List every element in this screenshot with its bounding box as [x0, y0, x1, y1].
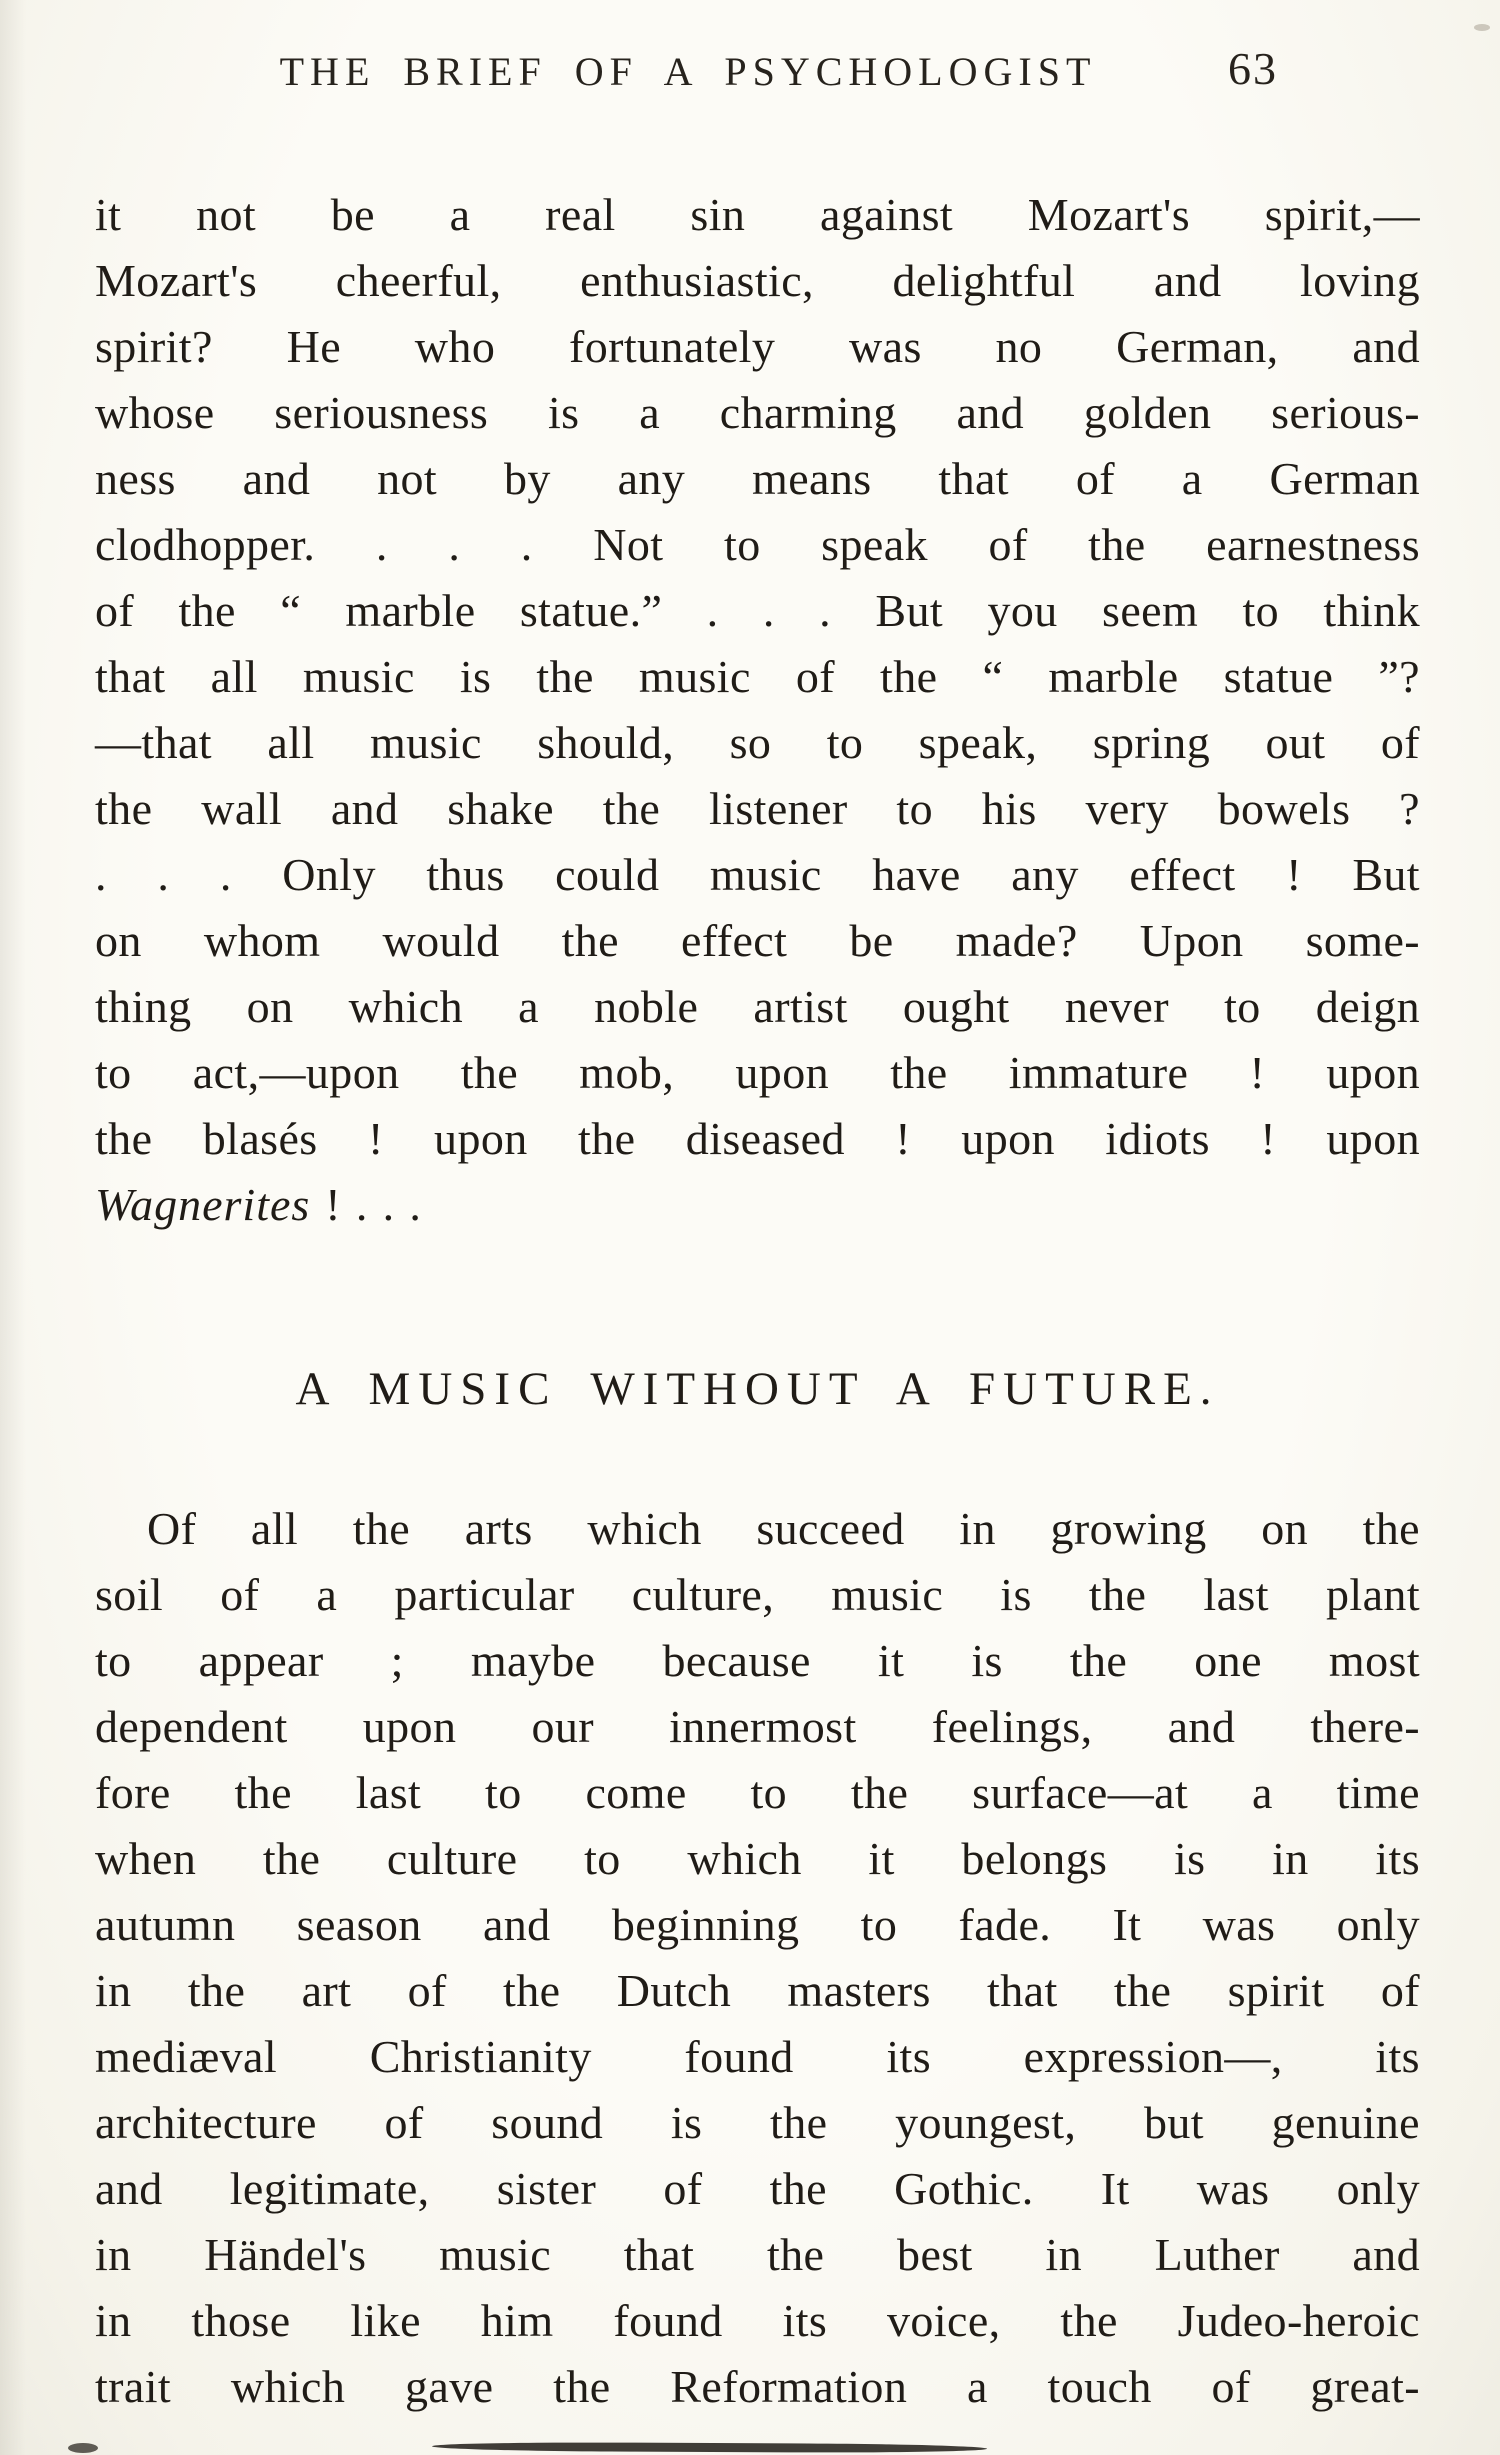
- body-line: spirit? He who fortunately was no German, and: [95, 321, 1420, 372]
- body-line: dependent upon our innermost feelings, and there-: [95, 1701, 1420, 1752]
- body-line: fore the last to come to the surface—at a time: [95, 1767, 1420, 1818]
- italic-word: Wagnerites: [95, 1179, 311, 1230]
- paragraph-end-text: ! . . .: [310, 1179, 422, 1230]
- body-line: whose seriousness is a charming and golden serious-: [95, 387, 1420, 438]
- body-line: in those like him found its voice, the Judeo-heroic: [95, 2295, 1420, 2346]
- page-header: [0, 43, 1500, 118]
- body-line: autumn season and beginning to fade. It was only: [95, 1899, 1420, 1950]
- body-line: . . . Only thus could music have any effect ! But: [95, 849, 1420, 900]
- page-number: 63: [1228, 43, 1278, 94]
- body-line: that all music is the music of the “ marble statue ”?: [95, 651, 1420, 702]
- body-line: trait which gave the Reformation a touch of great-: [95, 2361, 1420, 2412]
- body-line: ness and not by any means that of a German: [95, 453, 1420, 504]
- body-line: when the culture to which it belongs is in its: [95, 1833, 1420, 1884]
- scan-artifact-right-speck: [1474, 24, 1490, 31]
- body-line: of the “ marble statue.” . . . But you seem to think: [95, 585, 1420, 636]
- body-line: on whom would the effect be made? Upon some-: [95, 915, 1420, 966]
- scan-artifact-bottom-dot: [68, 2443, 98, 2453]
- body-line-paragraph-end: [95, 1172, 1420, 1238]
- body-line-first-indented: Of all the arts which succeed in growing on the: [147, 1503, 1420, 1554]
- body-line: in the art of the Dutch masters that the spirit of: [95, 1965, 1420, 2016]
- scan-artifact-bottom-line: [432, 2442, 987, 2453]
- body-line: it not be a real sin against Mozart's spirit,—: [95, 189, 1420, 240]
- body-line: architecture of sound is the youngest, but genuine: [95, 2097, 1420, 2148]
- body-line: in Händel's music that the best in Luther and: [95, 2229, 1420, 2280]
- section-heading: A MUSIC WITHOUT A FUTURE.: [295, 1363, 1220, 1415]
- text-block: [95, 182, 1420, 2420]
- body-line: soil of a particular culture, music is the last plant: [95, 1569, 1420, 1620]
- body-line: mediæval Christianity found its expression—, its: [95, 2031, 1420, 2082]
- running-title: THE BRIEF OF A PSYCHOLOGIST: [279, 49, 1097, 94]
- body-line: to act,—upon the mob, upon the immature ! upon: [95, 1047, 1420, 1098]
- body-line: the blasés ! upon the diseased ! upon idiots ! upon: [95, 1113, 1420, 1164]
- body-line: thing on which a noble artist ought never to deign: [95, 981, 1420, 1032]
- body-line: clodhopper. . . . Not to speak of the earnestness: [95, 519, 1420, 570]
- body-line: to appear ; maybe because it is the one most: [95, 1635, 1420, 1686]
- body-line: and legitimate, sister of the Gothic. It was only: [95, 2163, 1420, 2214]
- body-line: Mozart's cheerful, enthusiastic, delightful and loving: [95, 255, 1420, 306]
- body-line: the wall and shake the listener to his very bowels ?: [95, 783, 1420, 834]
- body-line: —that all music should, so to speak, spring out of: [95, 717, 1420, 768]
- scan-shadow-left-edge: [0, 0, 26, 2455]
